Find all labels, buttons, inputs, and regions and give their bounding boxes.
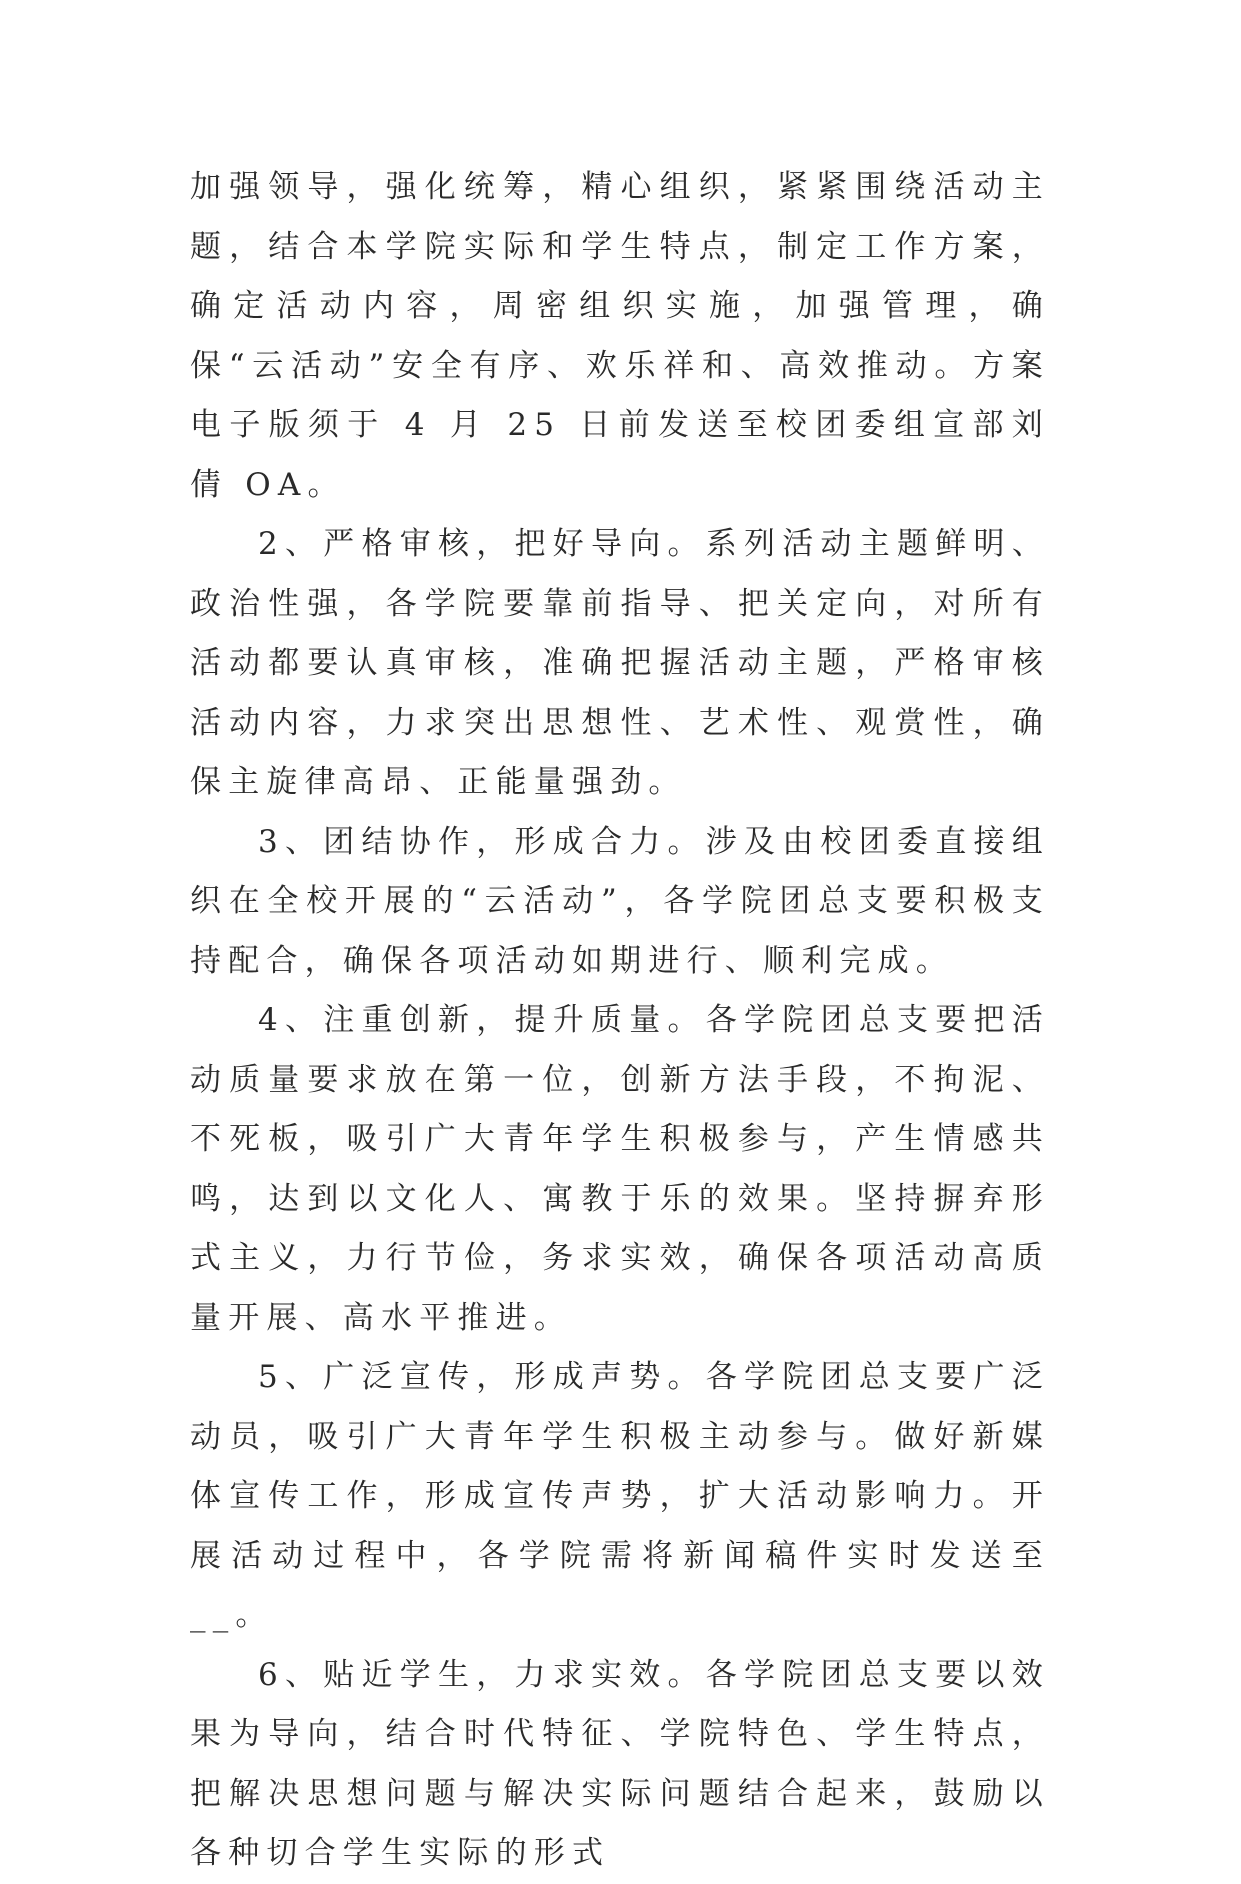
document-body: [190, 158, 1050, 1884]
paragraph-continued: 加强领导，强化统筹，精心组织，紧紧围绕活动主题，结合本学院实际和学生特点，制定工作方案，确定活动内容，周密组织实施，加强管理，确保“云活动”安全有序、欢乐祥和、高效推动。方案电子版须于 4 月 25 日前发送至校团委组宣部刘倩 OA。: [190, 169, 1050, 503]
paragraph-item-3: 3、团结协作，形成合力。涉及由校团委直接组织在全校开展的“云活动”，各学院团总支要积极支持配合，确保各项活动如期进行、顺利完成。: [190, 823, 1050, 979]
paragraph-item-5: 5、广泛宣传，形成声势。各学院团总支要广泛动员，吸引广大青年学生积极主动参与。做好新媒体宣传工作，形成宣传声势，扩大活动影响力。开展活动过程中，各学院需将新闻稿件实时发送至__。: [190, 1359, 1050, 1633]
paragraph-item-2: 2、严格审核，把好导向。系列活动主题鲜明、政治性强，各学院要靠前指导、把关定向，对所有活动都要认真审核，准确把握活动主题，严格审核活动内容，力求突出思想性、艺术性、观赏性，确保主旋律高昂、正能量强劲。: [190, 526, 1050, 800]
paragraph-item-6: 6、贴近学生，力求实效。各学院团总支要以效果为导向，结合时代特征、学院特色、学生特点，把解决思想问题与解决实际问题结合起来，鼓励以各种切合学生实际的形式: [190, 1656, 1050, 1871]
paragraph-item-4: 4、注重创新，提升质量。各学院团总支要把活动质量要求放在第一位，创新方法手段，不拘泥、不死板，吸引广大青年学生积极参与，产生情感共鸣，达到以文化人、寓教于乐的效果。坚持摒弃形式主义，力行节俭，务求实效，确保各项活动高质量开展、高水平推进。: [190, 1002, 1050, 1336]
